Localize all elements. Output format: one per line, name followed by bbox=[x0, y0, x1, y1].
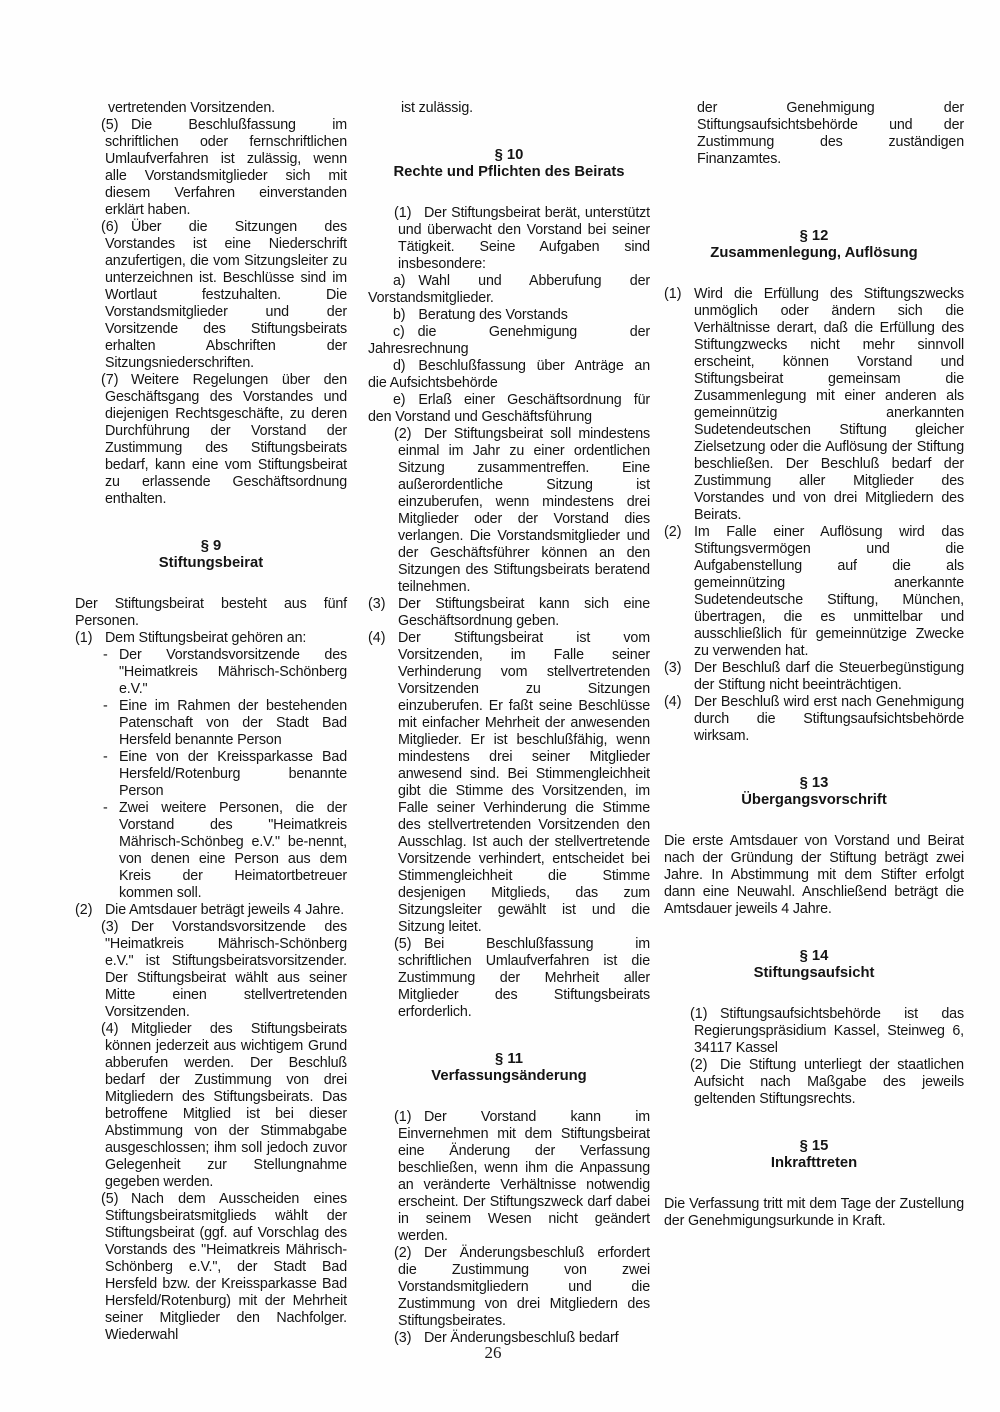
paragraph-number: (5) bbox=[394, 936, 412, 952]
sub-item-letter: d) bbox=[393, 358, 406, 374]
section-title: Inkrafttreten bbox=[770, 1155, 858, 1171]
paragraph-text: Die Verfassung tritt mit dem Tage der Zustellung der Genehmigungsurkunde in Kraft. bbox=[664, 1196, 964, 1229]
list-item-text: Zwei weitere Personen, die der Vorstand des "Heimatkreis Mährisch-Schönbeg e.V." be-nennt, von denen eine Person aus dem Kreis der Heimatortbetreuer kommen soll. bbox=[119, 800, 347, 901]
continuation-paragraph bbox=[664, 100, 964, 168]
numbered-paragraph bbox=[75, 219, 347, 372]
paragraph-text: Die Amtsdauer beträgt jeweils 4 Jahre. bbox=[105, 902, 345, 918]
column-left bbox=[75, 100, 347, 1344]
numbered-paragraph bbox=[664, 1057, 964, 1108]
paragraph-number: (2) bbox=[75, 902, 93, 918]
section-heading bbox=[664, 228, 964, 262]
section-number: § 14 bbox=[799, 948, 829, 964]
dash-marker: - bbox=[103, 800, 108, 816]
sub-item-text: Erlaß einer Geschäftsordnung für den Vorstand und Geschäftsführung bbox=[368, 392, 650, 425]
paragraph-number: (3) bbox=[101, 919, 119, 935]
paragraph-text: Nach dem Ausscheiden eines Stiftungsbeiratsmitglieds wählt der Stiftungsbeirat (ggf. auf Vorschlag des Vorstands des "Heimatkreis Mährisch-Schönberg e.V.", der Stadt Bad Hersfeld bzw. der Kreissparkasse Bad Hersfeld/Rotenburg) mit der Mehrheit seiner Mitglieder den Nachfolger. Wiederwahl bbox=[105, 1191, 347, 1343]
paragraph-number: (4) bbox=[101, 1021, 119, 1037]
paragraph-text: Der Stiftungsbeirat soll mindestens einmal im Jahr zu einer ordentlichen Sitzung zusammentreffen. Eine außerordentliche Sitzung ist einzuberufen, wenn mindestens drei Mitglieder oder der Vorstand dies verlangen. Die Vorstandsmitglieder und der Geschäftsführer können an den Sitzungen des Stiftungsbeirats beratend teilnehmen. bbox=[398, 426, 650, 595]
dash-list-item bbox=[75, 698, 347, 749]
paragraph-number: (2) bbox=[664, 524, 682, 540]
numbered-paragraph bbox=[664, 660, 964, 694]
paragraph bbox=[75, 596, 347, 630]
lettered-sub-item bbox=[368, 392, 650, 426]
paragraph-text: der Genehmigung der Stiftungsaufsichtsbehörde und der Zustimmung des zuständigen Finanzamtes. bbox=[697, 100, 964, 167]
paragraph-text: Über die Sitzungen des Vorstandes ist eine Niederschrift anzufertigen, die vom Sitzungsleiter zu unterzeichnen ist. Beschlüsse sind im Wortlaut festzuhalten. Die Vorstandsmitglieder und der Vorsitzende des Stiftungsbeirats erhalten Abschriften der Sitzungsniederschriften. bbox=[105, 219, 347, 371]
sub-item-letter: a) bbox=[393, 273, 406, 289]
dash-marker: - bbox=[103, 698, 108, 714]
column-right bbox=[664, 100, 964, 1230]
paragraph-number: (4) bbox=[368, 630, 386, 646]
section-heading bbox=[368, 1051, 650, 1085]
section-title: Zusammenlegung, Auflösung bbox=[710, 245, 918, 261]
numbered-paragraph bbox=[368, 426, 650, 596]
lettered-sub-item bbox=[368, 307, 650, 324]
numbered-paragraph bbox=[75, 902, 347, 919]
sub-item-text: Beschlußfassung über Anträge an die Aufsichtsbehörde bbox=[368, 358, 650, 391]
section-heading bbox=[664, 775, 964, 809]
numbered-paragraph bbox=[664, 1006, 964, 1057]
paragraph-number: (1) bbox=[75, 630, 93, 646]
paragraph-text: Wird die Erfüllung des Stiftungszwecks unmöglich oder ändern sich die Verhältnisse derart, daß die Erfüllung des Stiftungzwecks nicht mehr sinnvoll erscheint, können Vorstand und Stiftungsbeirat gemeinsam die Zusammenlegung mit einer anderen als gemeinnützig anerkannten Sudetendeutschen Stiftung gleicher Zielsetzung oder die Auflösung der Stiftung beschließen. Der Beschluß bedarf der Zustimmung aller Mitglieder des Vorstandes und von drei Mitgliedern des Beirats. bbox=[694, 286, 964, 523]
lettered-sub-item bbox=[368, 324, 650, 358]
numbered-paragraph bbox=[368, 1109, 650, 1245]
numbered-paragraph bbox=[75, 117, 347, 219]
paragraph-number: (1) bbox=[690, 1006, 708, 1022]
paragraph-text: Der Änderungsbeschluß erfordert die Zustimmung von zwei Vorstandsmitgliedern und die Zustimmung von drei Mitgliedern des Stiftungsbeirates. bbox=[398, 1245, 650, 1329]
numbered-paragraph bbox=[368, 596, 650, 630]
paragraph-text: Der Stiftungsbeirat besteht aus fünf Personen. bbox=[75, 596, 347, 629]
paragraph-number: (2) bbox=[394, 1245, 412, 1261]
numbered-paragraph bbox=[368, 936, 650, 1021]
section-number: § 12 bbox=[799, 228, 829, 244]
paragraph-text: Dem Stiftungsbeirat gehören an: bbox=[105, 630, 307, 646]
paragraph-text: Mitglieder des Stiftungsbeirats können jederzeit aus wichtigem Grund abberufen werden. Der Beschluß bedarf der Zustimmung von drei Mitgliedern des Stiftungsbeirats. Das betroffene Mitglied ist bei dieser Abstimmung von der Stimmabgabe ausgeschlossen; ihm soll jedoch zuvor Gelegenheit zur Stellungnahme gegeben werden. bbox=[105, 1021, 347, 1190]
sub-item-text: die Genehmigung der Jahresrechnung bbox=[368, 324, 650, 357]
section-number: § 15 bbox=[799, 1138, 829, 1154]
column-middle bbox=[368, 100, 650, 1347]
paragraph-text: Der Änderungsbeschluß bedarf bbox=[424, 1330, 619, 1346]
paragraph-number: (3) bbox=[664, 660, 682, 676]
paragraph-number: (5) bbox=[101, 1191, 119, 1207]
paragraph-number: (1) bbox=[394, 1109, 412, 1125]
paragraph-text: Der Stiftungsbeirat berät, unterstützt und überwacht den Vorstand bei seiner Tätigkeit. Seine Aufgaben sind insbesondere: bbox=[398, 205, 650, 272]
section-number: § 10 bbox=[494, 147, 524, 163]
continuation-paragraph bbox=[75, 100, 347, 117]
sub-item-letter: b) bbox=[393, 307, 406, 323]
numbered-paragraph bbox=[664, 524, 964, 660]
paragraph-text: Der Stiftungsbeirat kann sich eine Geschäftsordnung geben. bbox=[398, 596, 650, 629]
paragraph-number: (4) bbox=[664, 694, 682, 710]
dash-list-item bbox=[75, 749, 347, 800]
sub-item-text: Beratung des Vorstands bbox=[418, 307, 568, 323]
section-title: Rechte und Pflichten des Beirats bbox=[393, 164, 625, 180]
paragraph-text: Der Vorstandsvorsitzende des "Heimatkreis Mährisch-Schönberg e.V." ist Stiftungsbeiratsvorsitzender. Der Stiftungsbeirat wählt aus seiner Mitte einen stellvertretenden Vorsitzenden. bbox=[105, 919, 347, 1020]
paragraph-text: Bei Beschlußfassung im schriftlichen Umlaufverfahren ist die Zustimmung der Mehrheit aller Mitglieder des Stiftungsbeirats erforderlich. bbox=[398, 936, 650, 1020]
paragraph-number: (2) bbox=[394, 426, 412, 442]
numbered-paragraph bbox=[75, 372, 347, 508]
section-title: Stiftungsaufsicht bbox=[753, 965, 875, 981]
section-heading bbox=[75, 538, 347, 572]
dash-list-item bbox=[75, 800, 347, 902]
list-item-text: Eine von der Kreissparkasse Bad Hersfeld/Rotenburg benannte Person bbox=[119, 749, 347, 799]
list-item-text: Der Vorstandsvorsitzende des "Heimatkreis Mährisch-Schönberg e.V." bbox=[119, 647, 347, 697]
numbered-paragraph bbox=[75, 1021, 347, 1191]
paragraph-text: Die Stiftung unterliegt der staatlichen Aufsicht nach Maßgabe des jeweils geltenden Stiftungsrechts. bbox=[694, 1057, 964, 1107]
section-number: § 13 bbox=[799, 775, 829, 791]
sub-item-text: Wahl und Abberufung der Vorstandsmitglieder. bbox=[368, 273, 650, 306]
paragraph bbox=[664, 1196, 964, 1230]
numbered-paragraph bbox=[75, 1191, 347, 1344]
section-heading bbox=[664, 1138, 964, 1172]
paragraph-text: Die erste Amtsdauer von Vorstand und Beirat nach der Gründung der Stiftung beträgt zwei Jahre. In Abstimmung mit dem Stifter erfolgt dann eine Neuwahl. Anschließend beträgt die Amtsdauer jeweils 4 Jahre. bbox=[664, 833, 964, 917]
dash-marker: - bbox=[103, 749, 108, 765]
section-title: Übergangsvorschrift bbox=[741, 792, 887, 808]
paragraph-text: Stiftungsaufsichtsbehörde ist das Regierungspräsidium Kassel, Steinweg 6, 34117 Kassel bbox=[694, 1006, 964, 1056]
paragraph-text: ist zulässig. bbox=[401, 100, 473, 116]
section-heading bbox=[664, 948, 964, 982]
text-columns bbox=[75, 100, 964, 1347]
paragraph-number: (5) bbox=[101, 117, 119, 133]
numbered-paragraph bbox=[664, 286, 964, 524]
numbered-paragraph bbox=[75, 919, 347, 1021]
numbered-paragraph bbox=[368, 205, 650, 273]
section-number: § 11 bbox=[495, 1051, 523, 1067]
section-title: Verfassungsänderung bbox=[431, 1068, 587, 1084]
section-number: § 9 bbox=[200, 538, 222, 554]
section-title: Stiftungsbeirat bbox=[158, 555, 264, 571]
paragraph bbox=[664, 833, 964, 918]
lettered-sub-item bbox=[368, 273, 650, 307]
numbered-paragraph bbox=[368, 630, 650, 936]
numbered-paragraph bbox=[75, 630, 347, 647]
paragraph-text: Der Vorstand kann im Einvernehmen mit dem Stiftungsbeirat eine Änderung der Verfassung beschließen, wenn ihm die Anpassung an veränderte Verhältnisse notwendig erscheint. Der Stiftungszweck darf dabei in seinem Wesen nicht geändert werden. bbox=[398, 1109, 650, 1244]
paragraph-text: Die Beschlußfassung im schriftlichen oder fernschriftlichen Umlaufverfahren ist zulässig, wenn alle Vorstandsmitglieder sich mit diesem Verfahren einverstanden erklärt haben. bbox=[105, 117, 347, 218]
sub-item-letter: c) bbox=[393, 324, 405, 340]
paragraph-text: Im Falle einer Auflösung wird das Stiftungsvermögen und die Aufgabenstellung auf die als gemeinnützing anerkannte Sudetendeutsche Stiftung, München, übertragen, die es unmittelbar und ausschließlich für gemeinnützige Zwecke zu verwenden hat. bbox=[694, 524, 964, 659]
paragraph-number: (3) bbox=[394, 1330, 412, 1346]
continuation-paragraph bbox=[368, 100, 650, 117]
paragraph-text: Der Stiftungsbeirat ist vom Vorsitzenden, im Falle seiner Verhinderung vom stellvertretenden Vorsitzenden zu Sitzungen einzuberufen. Er faßt seine Beschlüsse mit einfacher Mehrheit der anwesenden Mitglieder. Er ist beschlußfähig, wenn mindestens drei seiner Mitglieder anwesend sind. Bei Stimmengleichheit gibt die Stimme des Vorsitzenden, im Falle seiner Verhinderung die Stimme des stellvertretenden Vorsitzenden den Ausschlag. Ist auch der stellvertretende Vorsitzende verhindert, entscheidet bei Stimmengleichheit die Stimme desjenigen Mitglieds, das zum Sitzungsleiter gewählt ist und die Sitzung leitet. bbox=[398, 630, 650, 935]
paragraph-text: Der Beschluß darf die Steuerbegünstigung der Stiftung nicht beeinträchtigen. bbox=[694, 660, 964, 693]
paragraph-number: (1) bbox=[394, 205, 412, 221]
paragraph-number: (7) bbox=[101, 372, 119, 388]
paragraph-number: (1) bbox=[664, 286, 682, 302]
paragraph-number: (6) bbox=[101, 219, 119, 235]
dash-marker: - bbox=[103, 647, 108, 663]
paragraph-number: (3) bbox=[368, 596, 386, 612]
paragraph-text: Weitere Regelungen über den Geschäftsgang des Vorstandes und diejenigen Rechtsgeschäfte, zu deren Durchführung der Vorstand der Zustimmung des Stiftungsbeirats bedarf, kann eine vom Stiftungsbeirat zu erlassende Geschäftsordnung enthalten. bbox=[105, 372, 347, 507]
page-number: 26 bbox=[484, 1343, 502, 1362]
numbered-paragraph bbox=[368, 1245, 650, 1330]
paragraph-text: Der Beschluß wird erst nach Genehmigung durch die Stiftungsaufsichtsbehörde wirksam. bbox=[694, 694, 964, 744]
section-heading bbox=[368, 147, 650, 181]
lettered-sub-item bbox=[368, 358, 650, 392]
list-item-text: Eine im Rahmen der bestehenden Patenschaft von der Stadt Bad Hersfeld benannte Person bbox=[119, 698, 347, 748]
paragraph-text: vertretenden Vorsitzenden. bbox=[108, 100, 275, 116]
dash-list-item bbox=[75, 647, 347, 698]
paragraph-number: (2) bbox=[690, 1057, 708, 1073]
sub-item-letter: e) bbox=[393, 392, 406, 408]
numbered-paragraph bbox=[664, 694, 964, 745]
